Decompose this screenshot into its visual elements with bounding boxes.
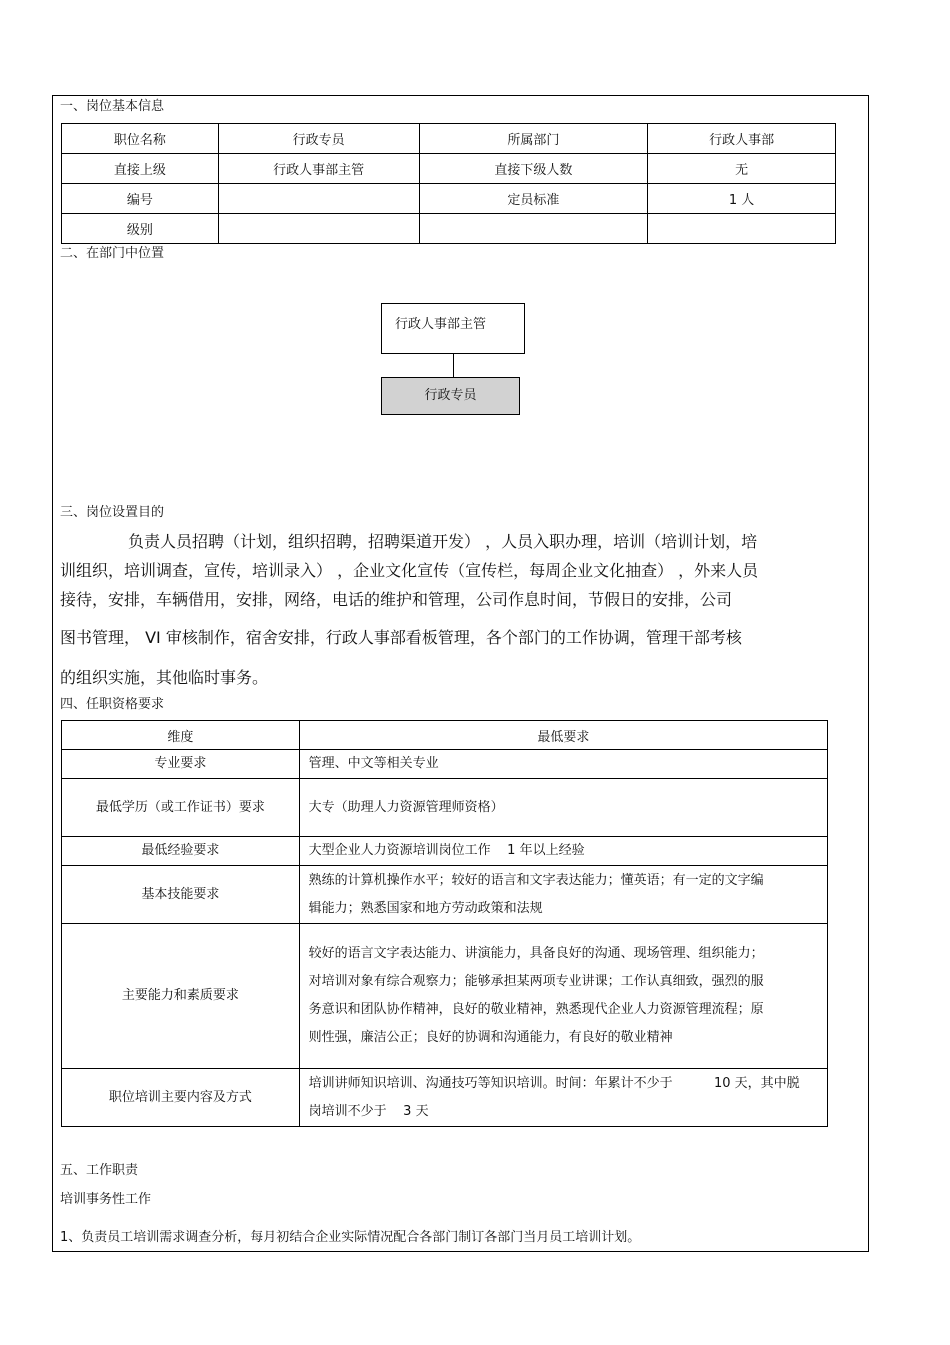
table-row xyxy=(62,214,836,244)
header-requirement: 最低要求 xyxy=(299,721,827,750)
cell-label: 所属部门 xyxy=(419,124,648,154)
table-row xyxy=(62,837,828,866)
requirement-cell: 熟练的计算机操作水平；较好的语言和文字表达能力；懂英语；有一定的文字编辑能力；熟悉国家和地方劳动政策和法规 xyxy=(299,866,827,924)
table-row xyxy=(62,154,836,184)
dimension-cell: 最低经验要求 xyxy=(62,837,300,866)
section-2-title: 二、在部门中位置 xyxy=(60,246,165,261)
table-row xyxy=(62,779,828,837)
section-5-subtitle: 培训事务性工作 xyxy=(60,1192,152,1207)
section-4-title: 四、任职资格要求 xyxy=(60,697,165,712)
header-dimension: 维度 xyxy=(62,721,300,750)
org-node-current-position: 行政专员 xyxy=(381,377,520,415)
cell-label: 直接上级 xyxy=(62,154,219,184)
dimension-cell: 专业要求 xyxy=(62,750,300,779)
qualification-table xyxy=(61,720,828,1127)
table-row xyxy=(62,750,828,779)
purpose-line-4: 图书管理， VI 审核制作，宿舍安排，行政人事部看板管理，各个部门的工作协调，管理干部考核 xyxy=(60,628,742,647)
cell-label: 编号 xyxy=(62,184,219,214)
dimension-cell: 最低学历（或工作证书）要求 xyxy=(62,779,300,837)
table-row xyxy=(62,124,836,154)
cell-value xyxy=(218,184,419,214)
requirement-cell: 大型企业人力资源培训岗位工作 1 年以上经验 xyxy=(299,837,827,866)
cell-label: 职位名称 xyxy=(62,124,219,154)
table-header-row xyxy=(62,721,828,750)
table-row xyxy=(62,924,828,1069)
requirement-cell: 较好的语言文字表达能力、讲演能力，具备良好的沟通、现场管理、组织能力；对培训对象有综合观察力；能够承担某两项专业讲课；工作认真细致，强烈的服务意识和团队协作精神，良好的敬业精神，熟悉现代企业人力资源管理流程；原则性强，廉洁公正；良好的协调和沟通能力，有良好的敬业精神 xyxy=(299,924,827,1069)
section-5-title: 五、工作职责 xyxy=(60,1163,139,1178)
table-row xyxy=(62,866,828,924)
org-node-supervisor: 行政人事部主管 xyxy=(381,303,525,354)
purpose-line-5: 的组织实施，其他临时事务。 xyxy=(60,668,269,687)
dimension-cell: 主要能力和素质要求 xyxy=(62,924,300,1069)
cell-value xyxy=(648,214,836,244)
section-3-title: 三、岗位设置目的 xyxy=(60,505,165,520)
cell-value: 1 人 xyxy=(648,184,836,214)
dimension-cell: 职位培训主要内容及方式 xyxy=(62,1069,300,1127)
cell-label: 定员标准 xyxy=(419,184,648,214)
org-connector-line xyxy=(453,354,454,377)
purpose-line-2: 训组织，培训调查，宣传，培训录入） ，企业文化宣传（宣传栏，每周企业文化抽查） ，外来人员 xyxy=(60,561,759,580)
table-row xyxy=(62,184,836,214)
cell-value: 行政专员 xyxy=(218,124,419,154)
section-1-title: 一、岗位基本信息 xyxy=(60,99,165,114)
cell-label: 级别 xyxy=(62,214,219,244)
cell-value: 行政人事部主管 xyxy=(218,154,419,184)
table-row xyxy=(62,1069,828,1127)
cell-value: 行政人事部 xyxy=(648,124,836,154)
cell-label: 直接下级人数 xyxy=(419,154,648,184)
cell-label xyxy=(419,214,648,244)
requirement-cell: 管理、中文等相关专业 xyxy=(299,750,827,779)
purpose-line-1: 负责人员招聘（计划，组织招聘，招聘渠道开发） ，人员入职办理，培训（培训计划，培 xyxy=(128,532,758,551)
duty-item-1: 1、负责员工培训需求调查分析，每月初结合企业实际情况配合各部门制订各部门当月员工培训计划。 xyxy=(60,1230,641,1245)
cell-value xyxy=(218,214,419,244)
requirement-cell: 大专（助理人力资源管理师资格） xyxy=(299,779,827,837)
basic-info-table xyxy=(61,123,836,244)
cell-value: 无 xyxy=(648,154,836,184)
dimension-cell: 基本技能要求 xyxy=(62,866,300,924)
purpose-line-3: 接待，安排，车辆借用，安排，网络，电话的维护和管理，公司作息时间，节假日的安排，公司 xyxy=(60,590,733,609)
requirement-cell: 培训讲师知识培训、沟通技巧等知识培训。时间：年累计不少于 10 天，其中脱岗培训不少于 3 天 xyxy=(299,1069,827,1127)
